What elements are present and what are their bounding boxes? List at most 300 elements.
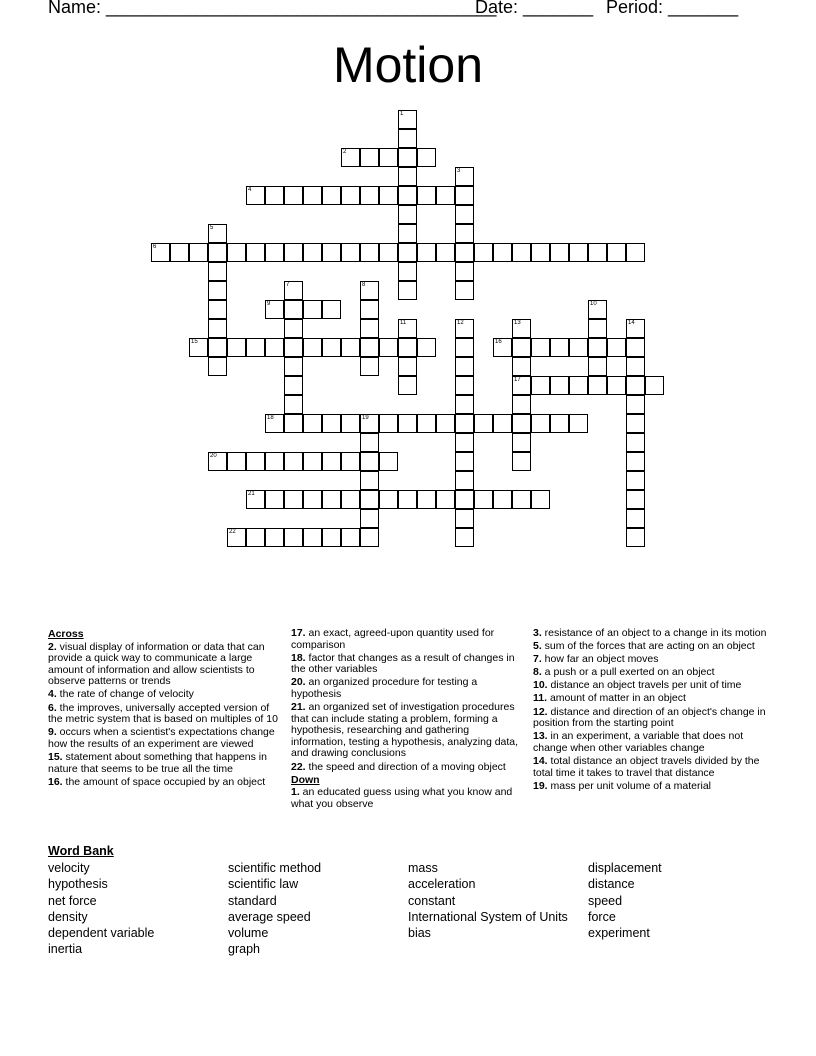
clue-text: distance an object travels per unit of time xyxy=(547,679,742,692)
grid-cell[interactable] xyxy=(322,490,341,509)
grid-cell[interactable] xyxy=(284,243,303,262)
clue-number: 3. xyxy=(533,627,542,639)
grid-cell[interactable] xyxy=(246,186,265,205)
grid-cell[interactable] xyxy=(455,262,474,281)
clue-number: 2. xyxy=(48,640,57,653)
grid-clue-number: 13 xyxy=(514,320,521,326)
grid-cell[interactable] xyxy=(246,338,265,357)
grid-clue-number: 2 xyxy=(343,149,347,155)
clue-text: occurs when a scientist's expectations change how the results of an experiment are viewed xyxy=(48,726,275,750)
grid-cell[interactable] xyxy=(588,243,607,262)
clue-item xyxy=(48,689,278,701)
clue-text: a push or a pull exerted on an object xyxy=(541,666,715,679)
clue-number: 18. xyxy=(291,651,306,664)
word-bank-item: bias xyxy=(408,926,431,941)
grid-cell[interactable] xyxy=(417,243,436,262)
grid-cell[interactable] xyxy=(379,186,398,205)
word-bank-item: velocity xyxy=(48,861,90,875)
clue-item xyxy=(291,677,521,700)
grid-cell[interactable] xyxy=(265,243,284,262)
grid-cell[interactable] xyxy=(398,281,417,300)
grid-cell[interactable] xyxy=(265,490,284,509)
grid-cell[interactable] xyxy=(246,243,265,262)
grid-cell[interactable] xyxy=(265,186,284,205)
grid-cell[interactable] xyxy=(626,357,645,376)
grid-cell[interactable] xyxy=(398,110,417,129)
grid-cell[interactable] xyxy=(227,243,246,262)
word-bank-item: International System of Units xyxy=(408,909,568,924)
grid-cell[interactable] xyxy=(170,243,189,262)
grid-cell[interactable] xyxy=(379,148,398,167)
clue-number: 19. xyxy=(533,779,548,792)
grid-cell[interactable] xyxy=(512,319,531,338)
grid-cell[interactable] xyxy=(474,414,493,433)
grid-clue-number: 19 xyxy=(362,415,369,421)
grid-cell[interactable] xyxy=(626,528,645,547)
grid-cell[interactable] xyxy=(379,243,398,262)
grid-cell[interactable] xyxy=(455,490,474,509)
grid-cell[interactable] xyxy=(398,224,417,243)
grid-cell[interactable] xyxy=(588,376,607,395)
grid-cell[interactable] xyxy=(588,300,607,319)
grid-cell[interactable] xyxy=(455,167,474,186)
grid-cell[interactable] xyxy=(398,205,417,224)
word-bank-item: average speed xyxy=(228,909,311,924)
grid-cell[interactable] xyxy=(417,186,436,205)
clue-item xyxy=(48,752,278,775)
grid-cell[interactable] xyxy=(455,376,474,395)
word-bank-column-3 xyxy=(408,860,568,941)
grid-cell[interactable] xyxy=(322,452,341,471)
grid-cell[interactable] xyxy=(360,357,379,376)
word-bank-item: inertia xyxy=(48,942,83,957)
grid-cell[interactable] xyxy=(265,414,284,433)
grid-cell[interactable] xyxy=(360,452,379,471)
down-heading: Down xyxy=(291,773,320,786)
grid-cell[interactable] xyxy=(493,338,512,357)
clue-number: 6. xyxy=(48,701,57,714)
clue-item xyxy=(291,653,521,676)
grid-cell[interactable] xyxy=(189,338,208,357)
grid-cell[interactable] xyxy=(626,395,645,414)
clue-text: the rate of change of velocity xyxy=(56,688,194,701)
clue-number: 1. xyxy=(291,786,300,799)
word-bank-item: experiment xyxy=(588,926,650,941)
clue-text: how far an object moves xyxy=(541,653,659,666)
grid-cell[interactable] xyxy=(607,338,626,357)
grid-cell[interactable] xyxy=(151,243,170,262)
grid-cell[interactable] xyxy=(341,528,360,547)
grid-cell[interactable] xyxy=(455,186,474,205)
grid-cell[interactable] xyxy=(398,357,417,376)
grid-cell[interactable] xyxy=(227,528,246,547)
grid-cell[interactable] xyxy=(626,452,645,471)
clue-text: resistance of an object to a change in its motion xyxy=(541,627,767,639)
grid-cell[interactable] xyxy=(208,338,227,357)
grid-cell[interactable] xyxy=(398,148,417,167)
clue-number: 9. xyxy=(48,726,57,739)
word-bank-item: volume xyxy=(228,926,269,941)
clue-item xyxy=(291,702,521,760)
grid-cell[interactable] xyxy=(512,414,531,433)
across-clues-column-2 xyxy=(291,628,521,812)
grid-cell[interactable] xyxy=(303,186,322,205)
date-field[interactable]: Date: _______ xyxy=(475,0,594,17)
grid-cell[interactable] xyxy=(398,186,417,205)
grid-cell[interactable] xyxy=(550,243,569,262)
grid-cell[interactable] xyxy=(398,243,417,262)
grid-cell[interactable] xyxy=(455,509,474,528)
grid-cell[interactable] xyxy=(284,319,303,338)
grid-cell[interactable] xyxy=(455,357,474,376)
grid-cell[interactable] xyxy=(550,414,569,433)
word-bank-item: force xyxy=(588,909,616,924)
grid-cell[interactable] xyxy=(208,262,227,281)
grid-cell[interactable] xyxy=(284,376,303,395)
clue-text: sum of the forces that are acting on an object xyxy=(541,640,755,653)
grid-cell[interactable] xyxy=(531,376,550,395)
grid-cell[interactable] xyxy=(284,186,303,205)
grid-cell[interactable] xyxy=(398,167,417,186)
grid-cell[interactable] xyxy=(626,414,645,433)
grid-cell[interactable] xyxy=(550,376,569,395)
grid-cell[interactable] xyxy=(455,395,474,414)
clue-text: statement about something that happens in nature that seems to be true all the time xyxy=(48,750,267,775)
word-bank-item: mass xyxy=(408,861,438,875)
clue-text: mass per unit volume of a material xyxy=(547,779,712,792)
grid-cell[interactable] xyxy=(208,357,227,376)
across-clues-column-1 xyxy=(48,628,278,790)
grid-cell[interactable] xyxy=(398,376,417,395)
grid-cell[interactable] xyxy=(303,300,322,319)
grid-cell[interactable] xyxy=(341,452,360,471)
grid-cell[interactable] xyxy=(626,243,645,262)
word-bank-item: scientific method xyxy=(228,861,322,875)
grid-cell[interactable] xyxy=(531,338,550,357)
clue-text: the speed and direction of a moving object xyxy=(305,760,506,773)
grid-clue-number: 1 xyxy=(400,111,404,117)
grid-clue-number: 3 xyxy=(457,168,461,174)
grid-cell[interactable] xyxy=(360,319,379,338)
word-bank-column-2 xyxy=(228,860,321,958)
grid-cell[interactable] xyxy=(512,357,531,376)
grid-cell[interactable] xyxy=(531,414,550,433)
grid-clue-number: 11 xyxy=(400,320,407,326)
clue-number: 13. xyxy=(533,730,548,743)
grid-cell[interactable] xyxy=(360,300,379,319)
grid-cell[interactable] xyxy=(569,414,588,433)
grid-cell[interactable] xyxy=(303,338,322,357)
grid-cell[interactable] xyxy=(436,186,455,205)
clue-item xyxy=(48,727,278,750)
grid-cell[interactable] xyxy=(341,338,360,357)
grid-cell[interactable] xyxy=(645,376,664,395)
grid-cell[interactable] xyxy=(360,281,379,300)
grid-cell[interactable] xyxy=(246,528,265,547)
clue-text: total distance an object travels divided by the total time it takes to travel that distance xyxy=(533,754,760,779)
clue-item xyxy=(533,781,771,793)
grid-cell[interactable] xyxy=(360,433,379,452)
grid-cell[interactable] xyxy=(398,338,417,357)
clue-item xyxy=(533,628,771,640)
down-clues-column xyxy=(533,628,771,794)
grid-cell[interactable] xyxy=(284,281,303,300)
grid-cell[interactable] xyxy=(398,262,417,281)
grid-clue-number: 15 xyxy=(191,339,198,345)
clue-item xyxy=(291,787,521,810)
grid-cell[interactable] xyxy=(455,528,474,547)
grid-cell[interactable] xyxy=(284,300,303,319)
grid-clue-number: 20 xyxy=(210,453,217,459)
word-bank-item: acceleration xyxy=(408,877,476,892)
grid-cell[interactable] xyxy=(512,338,531,357)
grid-cell[interactable] xyxy=(360,186,379,205)
clue-number: 21. xyxy=(291,701,306,714)
grid-cell[interactable] xyxy=(322,300,341,319)
grid-cell[interactable] xyxy=(322,186,341,205)
grid-cell[interactable] xyxy=(303,490,322,509)
clue-item xyxy=(533,731,771,754)
grid-cell[interactable] xyxy=(436,414,455,433)
grid-cell[interactable] xyxy=(379,414,398,433)
grid-cell[interactable] xyxy=(208,452,227,471)
grid-cell[interactable] xyxy=(474,243,493,262)
grid-cell[interactable] xyxy=(208,243,227,262)
grid-cell[interactable] xyxy=(265,338,284,357)
grid-cell[interactable] xyxy=(322,243,341,262)
grid-cell[interactable] xyxy=(588,338,607,357)
grid-cell[interactable] xyxy=(512,433,531,452)
word-bank-item: dependent variable xyxy=(48,926,155,941)
clue-item xyxy=(533,667,771,679)
grid-cell[interactable] xyxy=(265,452,284,471)
clue-number: 5. xyxy=(533,640,542,653)
grid-cell[interactable] xyxy=(360,338,379,357)
grid-clue-number: 21 xyxy=(248,491,255,497)
grid-clue-number: 8 xyxy=(362,282,366,288)
clue-item xyxy=(533,756,771,779)
grid-cell[interactable] xyxy=(303,243,322,262)
grid-cell[interactable] xyxy=(569,243,588,262)
grid-cell[interactable] xyxy=(360,148,379,167)
grid-cell[interactable] xyxy=(265,528,284,547)
clue-text: an exact, agreed-upon quantity used for comparison xyxy=(291,627,495,651)
word-bank-item: net force xyxy=(48,893,97,908)
grid-cell[interactable] xyxy=(341,148,360,167)
grid-cell[interactable] xyxy=(398,490,417,509)
grid-clue-number: 9 xyxy=(267,301,271,307)
grid-cell[interactable] xyxy=(569,338,588,357)
grid-cell[interactable] xyxy=(341,490,360,509)
grid-cell[interactable] xyxy=(227,452,246,471)
clue-number: 15. xyxy=(48,750,63,763)
grid-cell[interactable] xyxy=(512,452,531,471)
clue-item xyxy=(533,654,771,666)
grid-cell[interactable] xyxy=(246,452,265,471)
grid-cell[interactable] xyxy=(607,243,626,262)
clue-number: 4. xyxy=(48,688,57,701)
grid-cell[interactable] xyxy=(626,509,645,528)
grid-cell[interactable] xyxy=(455,319,474,338)
grid-clue-number: 22 xyxy=(229,529,236,535)
clue-item xyxy=(48,777,278,789)
grid-cell[interactable] xyxy=(569,376,588,395)
clue-text: amount of matter in an object xyxy=(547,692,686,705)
grid-cell[interactable] xyxy=(455,414,474,433)
grid-cell[interactable] xyxy=(455,338,474,357)
grid-cell[interactable] xyxy=(512,395,531,414)
grid-cell[interactable] xyxy=(398,319,417,338)
grid-cell[interactable] xyxy=(284,528,303,547)
clue-number: 14. xyxy=(533,754,548,767)
grid-cell[interactable] xyxy=(379,338,398,357)
clue-item xyxy=(533,680,771,692)
grid-cell[interactable] xyxy=(493,243,512,262)
grid-cell[interactable] xyxy=(531,490,550,509)
grid-cell[interactable] xyxy=(417,338,436,357)
clue-item xyxy=(48,703,278,726)
grid-cell[interactable] xyxy=(379,490,398,509)
grid-cell[interactable] xyxy=(550,338,569,357)
clue-number: 12. xyxy=(533,705,548,718)
grid-cell[interactable] xyxy=(512,376,531,395)
grid-clue-number: 16 xyxy=(495,339,502,345)
grid-cell[interactable] xyxy=(455,224,474,243)
grid-cell[interactable] xyxy=(284,414,303,433)
clue-item xyxy=(533,641,771,653)
grid-cell[interactable] xyxy=(208,224,227,243)
grid-clue-number: 10 xyxy=(590,301,597,307)
word-bank-item: constant xyxy=(408,893,456,908)
grid-cell[interactable] xyxy=(531,243,550,262)
grid-cell[interactable] xyxy=(493,414,512,433)
grid-cell[interactable] xyxy=(493,490,512,509)
period-field[interactable]: Period: _______ xyxy=(606,0,739,17)
grid-cell[interactable] xyxy=(341,186,360,205)
grid-clue-number: 6 xyxy=(153,244,157,250)
grid-cell[interactable] xyxy=(626,376,645,395)
grid-cell[interactable] xyxy=(455,452,474,471)
clue-text: in an experiment, a variable that does not change when other variables change xyxy=(533,730,744,754)
grid-cell[interactable] xyxy=(360,490,379,509)
grid-cell[interactable] xyxy=(360,471,379,490)
clue-text: visual display of information or data that can provide a quick way to communicate a large amount of information and allow scientists to observe patterns or trends xyxy=(48,640,265,688)
clue-item xyxy=(291,762,521,774)
grid-cell[interactable] xyxy=(208,319,227,338)
across-heading: Across xyxy=(48,628,84,640)
word-bank-column-4 xyxy=(588,860,662,941)
grid-cell[interactable] xyxy=(417,148,436,167)
clue-number: 22. xyxy=(291,760,306,773)
word-bank-item: hypothesis xyxy=(48,877,108,892)
grid-cell[interactable] xyxy=(246,490,265,509)
grid-clue-number: 7 xyxy=(286,282,290,288)
clue-number: 20. xyxy=(291,676,306,689)
word-bank-title: Word Bank xyxy=(48,844,114,858)
grid-cell[interactable] xyxy=(284,395,303,414)
grid-cell[interactable] xyxy=(588,319,607,338)
grid-cell[interactable] xyxy=(284,338,303,357)
grid-cell[interactable] xyxy=(322,338,341,357)
name-field[interactable]: Name: _______________________________________ xyxy=(48,0,497,17)
grid-cell[interactable] xyxy=(303,528,322,547)
clue-number: 10. xyxy=(533,679,548,692)
clue-number: 17. xyxy=(291,627,306,639)
grid-cell[interactable] xyxy=(208,281,227,300)
grid-cell[interactable] xyxy=(455,471,474,490)
grid-cell[interactable] xyxy=(303,452,322,471)
grid-cell[interactable] xyxy=(341,243,360,262)
grid-cell[interactable] xyxy=(360,414,379,433)
grid-cell[interactable] xyxy=(360,528,379,547)
word-bank-item: density xyxy=(48,909,88,924)
grid-cell[interactable] xyxy=(512,243,531,262)
clue-number: 16. xyxy=(48,775,63,788)
grid-cell[interactable] xyxy=(626,338,645,357)
grid-cell[interactable] xyxy=(607,376,626,395)
clue-text: an organized procedure for testing a hypothesis xyxy=(291,676,478,700)
grid-cell[interactable] xyxy=(455,243,474,262)
clue-text: an educated guess using what you know and what you observe xyxy=(291,786,513,810)
grid-cell[interactable] xyxy=(626,471,645,490)
grid-cell[interactable] xyxy=(436,490,455,509)
clue-item xyxy=(533,693,771,705)
grid-cell[interactable] xyxy=(189,243,208,262)
grid-cell[interactable] xyxy=(398,129,417,148)
grid-cell[interactable] xyxy=(284,452,303,471)
grid-cell[interactable] xyxy=(227,338,246,357)
word-bank-item: distance xyxy=(588,877,635,892)
word-bank-item: standard xyxy=(228,893,277,908)
grid-cell[interactable] xyxy=(284,490,303,509)
grid-cell[interactable] xyxy=(398,414,417,433)
grid-clue-number: 5 xyxy=(210,225,214,231)
grid-cell[interactable] xyxy=(360,509,379,528)
grid-cell[interactable] xyxy=(588,357,607,376)
grid-cell[interactable] xyxy=(379,452,398,471)
grid-clue-number: 4 xyxy=(248,187,252,193)
clue-text: the improves, universally accepted version of the metric system that is based on multiples of 10 xyxy=(48,701,278,726)
grid-cell[interactable] xyxy=(455,205,474,224)
clue-number: 8. xyxy=(533,666,542,679)
clue-item xyxy=(48,642,278,688)
clue-text: an organized set of investigation procedures that can include stating a problem, forming a hypothesis, researching and gathering information, testing a hypothesis, analyzing data, and drawing conclusions xyxy=(291,701,519,760)
grid-cell[interactable] xyxy=(626,433,645,452)
grid-cell[interactable] xyxy=(208,300,227,319)
clue-item xyxy=(533,707,771,730)
grid-cell[interactable] xyxy=(474,490,493,509)
grid-cell[interactable] xyxy=(322,414,341,433)
grid-cell[interactable] xyxy=(284,357,303,376)
grid-cell[interactable] xyxy=(436,243,455,262)
grid-cell[interactable] xyxy=(303,414,322,433)
clue-number: 11. xyxy=(533,692,548,705)
word-bank-column-1 xyxy=(48,860,154,958)
grid-cell[interactable] xyxy=(417,490,436,509)
word-bank-item: scientific law xyxy=(228,877,299,892)
grid-clue-number: 17 xyxy=(514,377,521,383)
grid-cell[interactable] xyxy=(265,300,284,319)
grid-cell[interactable] xyxy=(626,319,645,338)
grid-cell[interactable] xyxy=(512,490,531,509)
grid-cell[interactable] xyxy=(417,414,436,433)
grid-cell[interactable] xyxy=(341,414,360,433)
grid-cell[interactable] xyxy=(455,433,474,452)
grid-cell[interactable] xyxy=(322,528,341,547)
grid-cell[interactable] xyxy=(360,243,379,262)
grid-cell[interactable] xyxy=(626,490,645,509)
grid-cell[interactable] xyxy=(455,281,474,300)
